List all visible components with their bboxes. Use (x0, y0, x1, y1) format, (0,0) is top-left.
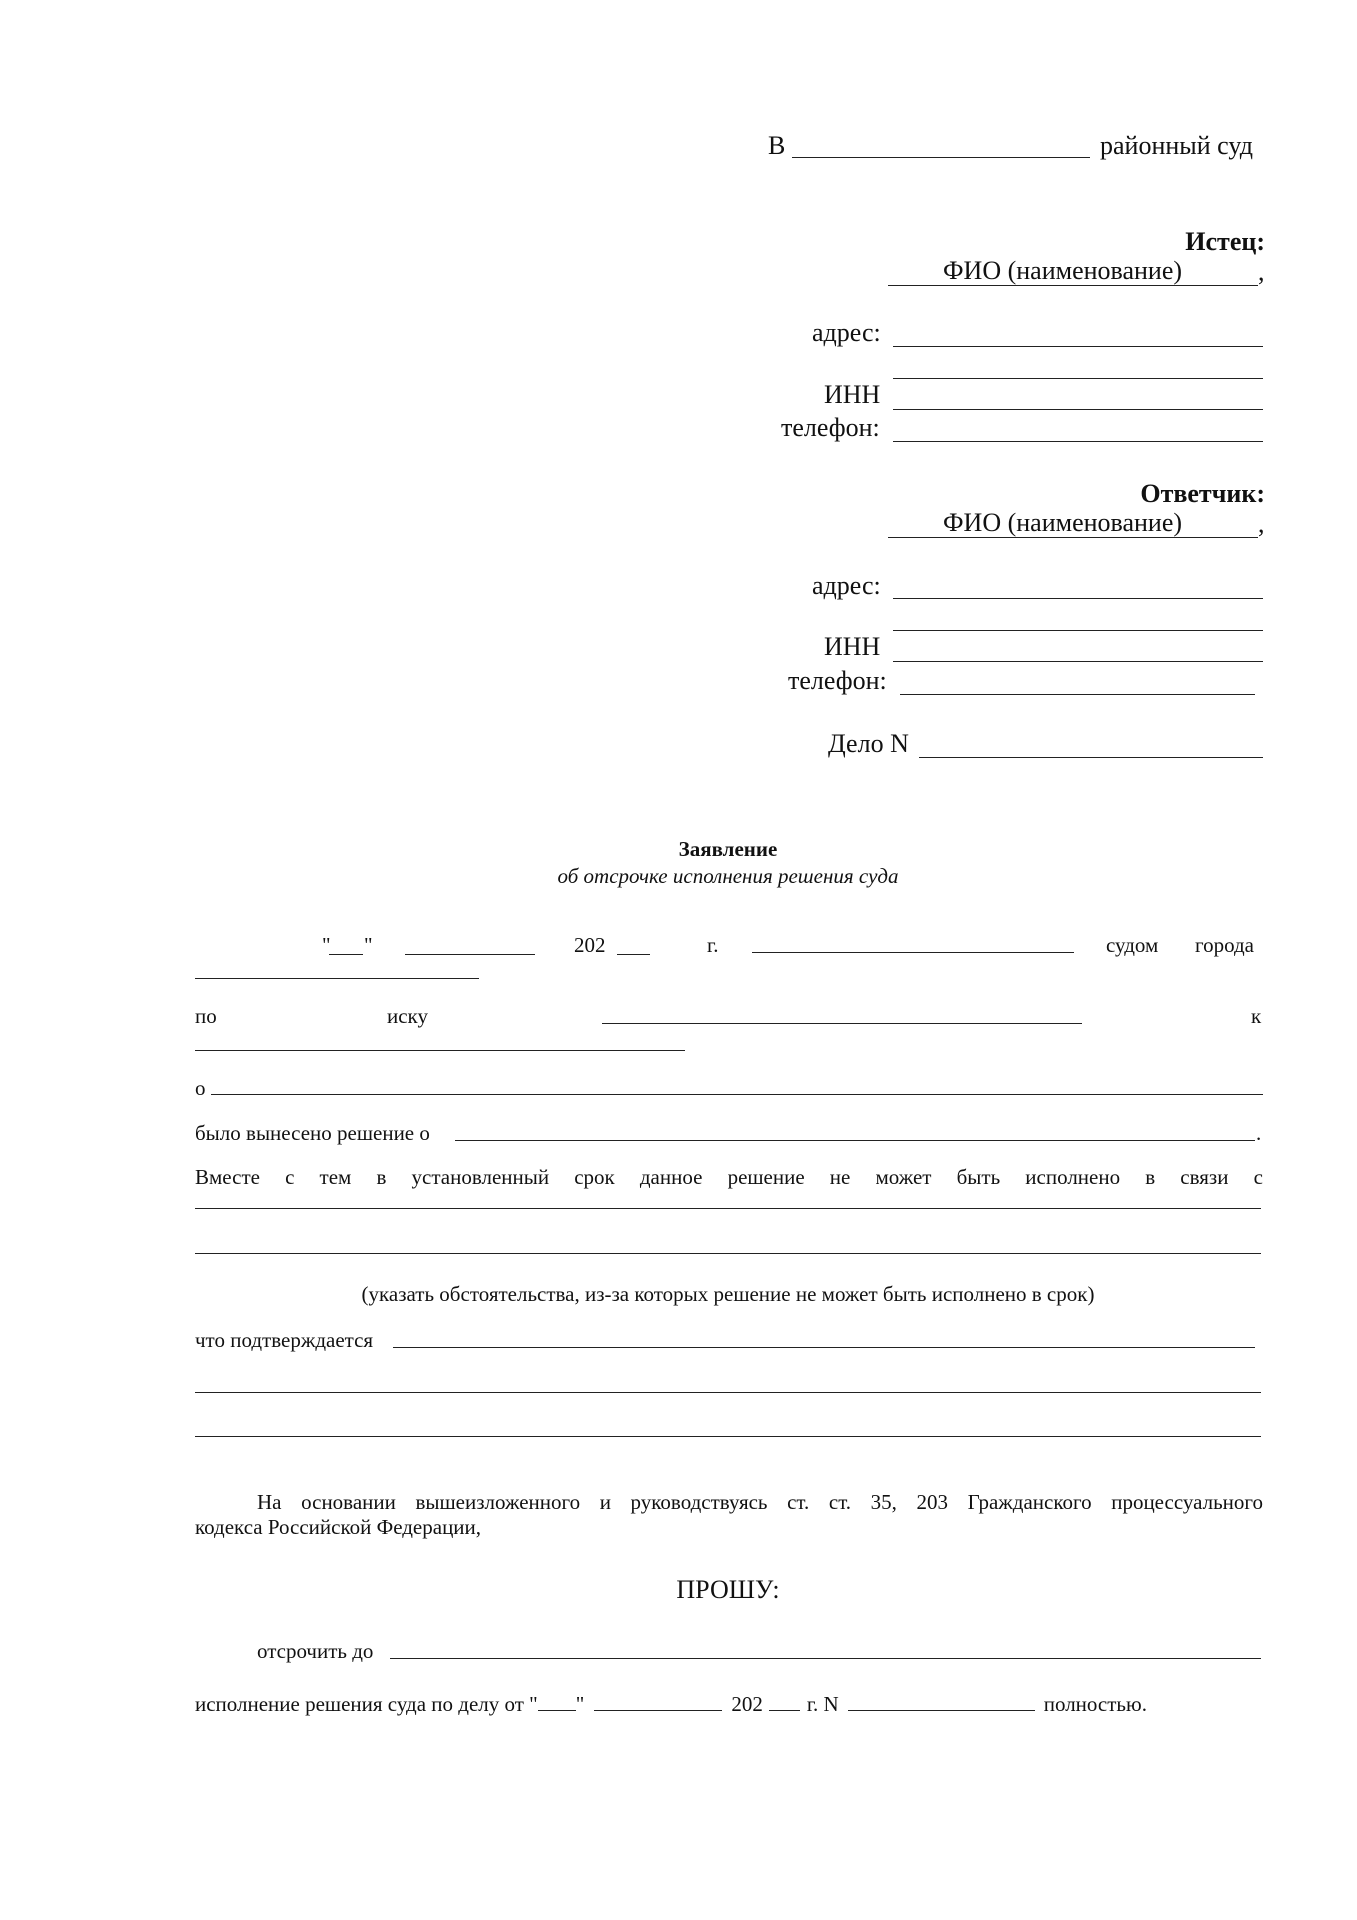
reason-field-1[interactable] (195, 1208, 1261, 1209)
plaintiff-name-comma: , (1258, 257, 1265, 286)
defendant-inn-field[interactable] (893, 661, 1263, 662)
plaintiff-phone-field[interactable] (893, 441, 1263, 442)
reason-word: в (376, 1165, 387, 1189)
defendant-phone-label: телефон: (788, 666, 887, 695)
reason-word: решение (727, 1165, 805, 1189)
claim-isku: иску (387, 1004, 428, 1028)
reason-word: в (1145, 1165, 1156, 1189)
about-o: о (195, 1076, 206, 1100)
exec-quote-close: " (575, 1692, 585, 1716)
reason-word: с (1253, 1165, 1263, 1189)
decision-label: было вынесено решение о (195, 1121, 430, 1145)
exec-case-number-field[interactable] (848, 1692, 1035, 1711)
court-word: судом (1106, 933, 1159, 957)
plaintiff-inn-field[interactable] (893, 409, 1263, 410)
date-quote-open: " (322, 933, 331, 957)
exec-month-field[interactable] (594, 1692, 722, 1711)
reason-sentence (195, 1164, 1263, 1190)
date-year-field[interactable] (617, 954, 650, 955)
exec-end: полностью. (1043, 1692, 1147, 1716)
defendant-heading: Ответчик: (1140, 479, 1265, 508)
defendant-address-field-1[interactable] (893, 598, 1263, 599)
exec-day-field[interactable] (538, 1692, 576, 1711)
confirmed-field-3[interactable] (195, 1436, 1261, 1437)
date-day-field[interactable] (329, 954, 363, 955)
decision-end: . (1256, 1121, 1262, 1145)
reason-word: Вместе (195, 1165, 260, 1189)
exec-year-field[interactable] (769, 1692, 800, 1711)
defendant-inn-label: ИНН (824, 632, 881, 661)
confirmed-field-1[interactable] (393, 1347, 1255, 1348)
exec-g-n: г. N (806, 1692, 839, 1716)
plaintiff-inn-label: ИНН (824, 380, 881, 409)
court-name-field[interactable] (792, 157, 1090, 158)
claim-subject-field[interactable] (211, 1094, 1263, 1095)
basis-line-2: кодекса Российской Федерации, (195, 1515, 482, 1539)
basis-line-1: На основании вышеизложенного и руководствуясь ст. ст. 35, 203 Гражданского процессуального (257, 1490, 1263, 1514)
court-prefix: В (768, 131, 786, 160)
reason-word: тем (319, 1165, 352, 1189)
date-quote-close: " (364, 933, 373, 957)
reason-word: данное (639, 1165, 703, 1189)
execution-line (195, 1691, 1147, 1717)
defer-label: отсрочить до (257, 1639, 374, 1663)
case-number-label: Дело N (828, 729, 909, 758)
reason-word: быть (956, 1165, 1001, 1189)
decision-field[interactable] (455, 1140, 1255, 1141)
reason-word: срок (574, 1165, 615, 1189)
title-main: Заявление (678, 837, 778, 861)
reason-word: может (875, 1165, 932, 1189)
defendant-address-label: адрес: (812, 571, 881, 600)
title-subtitle: об отсрочке исполнения решения суда (557, 864, 899, 888)
request-heading: ПРОШУ: (676, 1575, 780, 1604)
court-suffix: районный суд (1100, 131, 1253, 160)
date-year-prefix: 202 (574, 933, 606, 957)
exec-prefix: исполнение решения суда по делу от " (195, 1692, 538, 1716)
date-month-field[interactable] (405, 954, 535, 955)
confirmed-label: что подтверждается (195, 1328, 374, 1352)
defer-until-field[interactable] (390, 1658, 1261, 1659)
confirmed-field-2[interactable] (195, 1392, 1261, 1393)
reason-word: исполнено (1025, 1165, 1121, 1189)
reason-field-2[interactable] (195, 1253, 1261, 1254)
plaintiff-claim-field[interactable] (602, 1023, 1082, 1024)
city-word: города (1195, 933, 1254, 957)
defendant-address-field-2[interactable] (893, 630, 1263, 631)
plaintiff-name-placeholder: ФИО (наименование) (943, 256, 1183, 285)
case-number-field[interactable] (919, 757, 1263, 758)
defendant-name-comma: , (1258, 509, 1265, 538)
reason-word: с (285, 1165, 295, 1189)
exec-year-prefix: 202 (731, 1692, 763, 1716)
court-city-name-field[interactable] (752, 952, 1074, 953)
plaintiff-address-field-1[interactable] (893, 346, 1263, 347)
plaintiff-address-label: адрес: (812, 318, 881, 347)
claim-k: к (1251, 1004, 1262, 1028)
city-name-field[interactable] (195, 978, 479, 979)
defendant-claim-field[interactable] (195, 1050, 685, 1051)
plaintiff-phone-label: телефон: (781, 413, 880, 442)
plaintiff-heading: Истец: (1185, 227, 1265, 256)
reason-word: установленный (411, 1165, 550, 1189)
reason-hint: (указать обстоятельства, из-за которых решение не может быть исполнено в срок) (361, 1282, 1095, 1306)
date-year-suffix: г. (707, 933, 719, 957)
reason-word: не (829, 1165, 851, 1189)
claim-po: по (195, 1004, 217, 1028)
reason-word: связи (1180, 1165, 1229, 1189)
defendant-phone-field[interactable] (900, 694, 1255, 695)
defendant-name-placeholder: ФИО (наименование) (943, 508, 1183, 537)
plaintiff-address-field-2[interactable] (893, 378, 1263, 379)
